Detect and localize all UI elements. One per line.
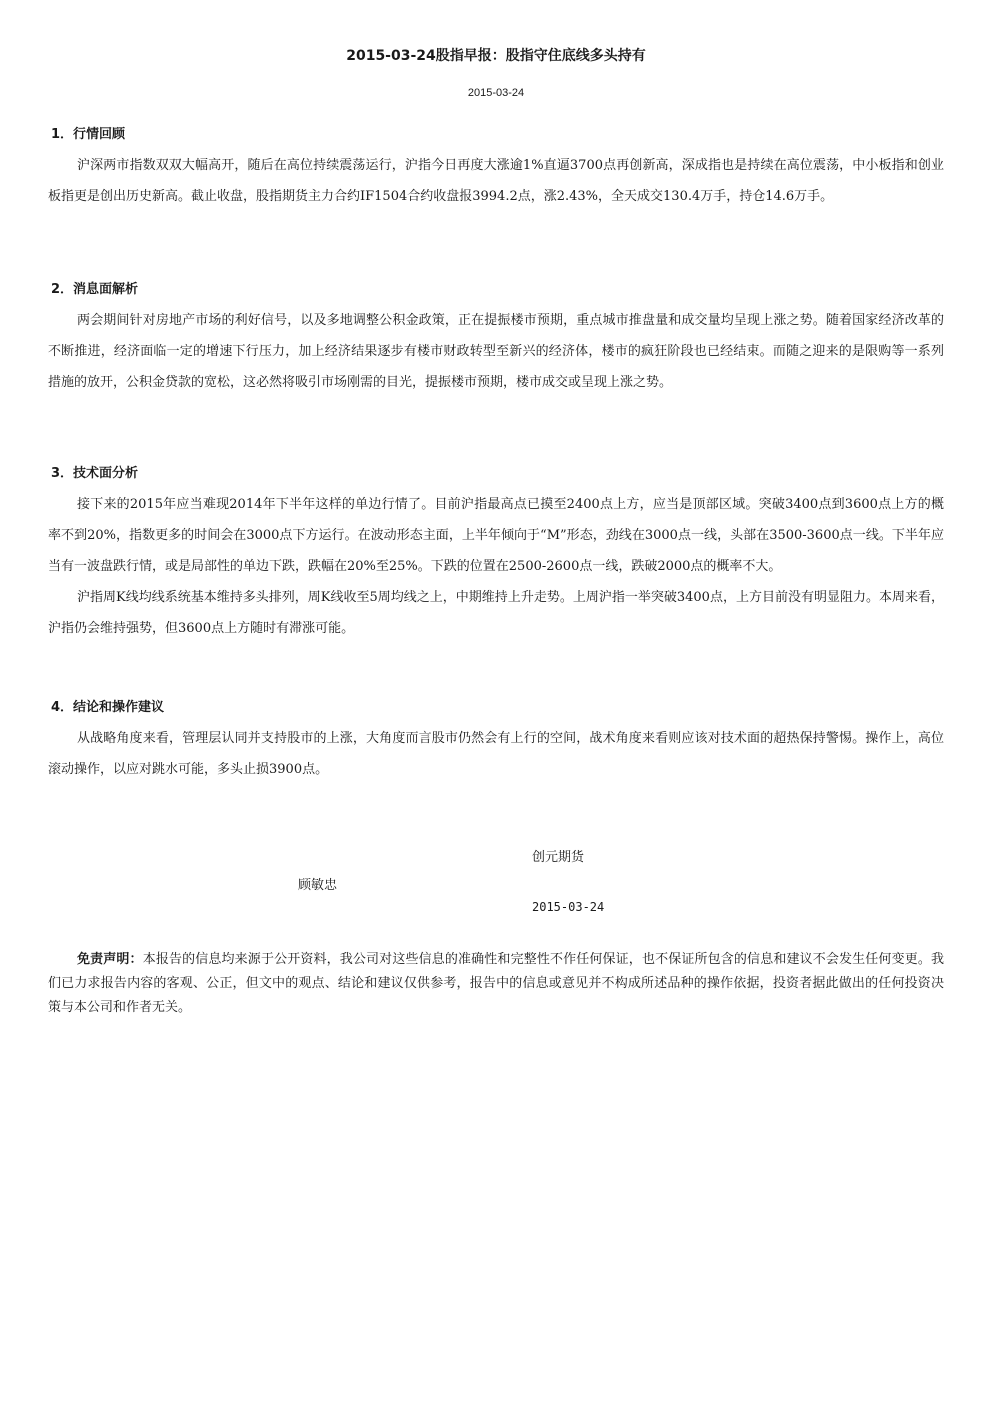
disclaimer bbox=[48, 948, 944, 1020]
section-heading: 3．技术面分析 bbox=[51, 466, 139, 481]
section-heading: 1．行情回顾 bbox=[51, 127, 126, 142]
disclaimer-text: 本报告的信息均来源于公开资料，我公司对这些信息的准确性和完整性不作任何保证，也不保证所包含的信息和建议不会发生任何变更。我们已力求报告内容的客观、公正，但文中的观点、结论和建议仅供参考，报告中的信息或意见并不构成所述品种的操作依据，投资者据此做出的任何投资决策与本公司和作者无关。 bbox=[48, 952, 944, 1015]
section-conclusion bbox=[48, 697, 944, 785]
section-heading: 4．结论和操作建议 bbox=[51, 700, 165, 715]
report-date: 2015-03-24 bbox=[467, 87, 525, 99]
section-paragraph: 接下来的2015年应当难现2014年下半年这样的单边行情了。目前沪指最高点已摸至2400点上方，应当是顶部区域。突破3400点到3600点上方的概率不到20%，指数更多的时间会在3000点下方运行。在波动形态主面，上半年倾向于“M”形态，劲线在3000点一线，头部在3500-3600点一线。下半年应当有一波盘跌行情，或是局部性的单边下跌，跌幅在20%至25%。下跌的位置在2500-2600点一线，跌破2000点的概率不大。 bbox=[48, 497, 944, 574]
section-heading: 2．消息面解析 bbox=[51, 282, 139, 297]
section-paragraph: 两会期间针对房地产市场的利好信号，以及多地调整公积金政策，正在提振楼市预期，重点城市推盘量和成交量均呈现上涨之势。随着国家经济改革的不断推进，经济面临一定的增速下行压力，加上经济结果逐步有楼市财政转型至新兴的经济体，楼市的疯狂阶段也已经结束。而随之迎来的是限购等一系列措施的放开，公积金贷款的宽松，这必然将吸引市场刚需的目光，提振楼市预期，楼市成交或呈现上涨之势。 bbox=[48, 313, 944, 390]
section-market-review bbox=[48, 124, 944, 212]
section-paragraph: 从战略角度来看，管理层认同并支持股市的上涨，大角度而言股市仍然会有上行的空间，战术角度来看则应该对技术面的超热保持警惕。操作上，高位滚动操作，以应对跳水可能，多头止损3900点。 bbox=[48, 731, 944, 777]
signature-date: 2015-03-24 bbox=[532, 900, 605, 914]
report-title: 2015-03-24股指早报：股指守住底线多头持有 bbox=[346, 48, 646, 64]
disclaimer-label: 免责声明： bbox=[77, 952, 143, 967]
section-technical-analysis bbox=[48, 463, 944, 644]
section-paragraph: 沪深两市指数双双大幅高开，随后在高位持续震荡运行，沪指今日再度大涨逾1%直逼3700点再创新高，深成指也是持续在高位震荡，中小板指和创业板指更是创出历史新高。截止收盘，股指期货主力合约IF1504合约收盘报3994.2点，涨2.43%，全天成交130.4万手，持仓14.6万手。 bbox=[48, 158, 944, 204]
signature-author: 顾敏忠 bbox=[298, 878, 338, 893]
section-paragraph: 沪指周K线均线系统基本维持多头排列，周K线收至5周均线之上，中期维持上升走势。上周沪指一举突破3400点，上方目前没有明显阻力。本周来看，沪指仍会维持强势，但3600点上方随时有滞涨可能。 bbox=[48, 590, 944, 636]
section-news-analysis bbox=[48, 279, 944, 398]
signature-company: 创元期货 bbox=[532, 850, 585, 865]
